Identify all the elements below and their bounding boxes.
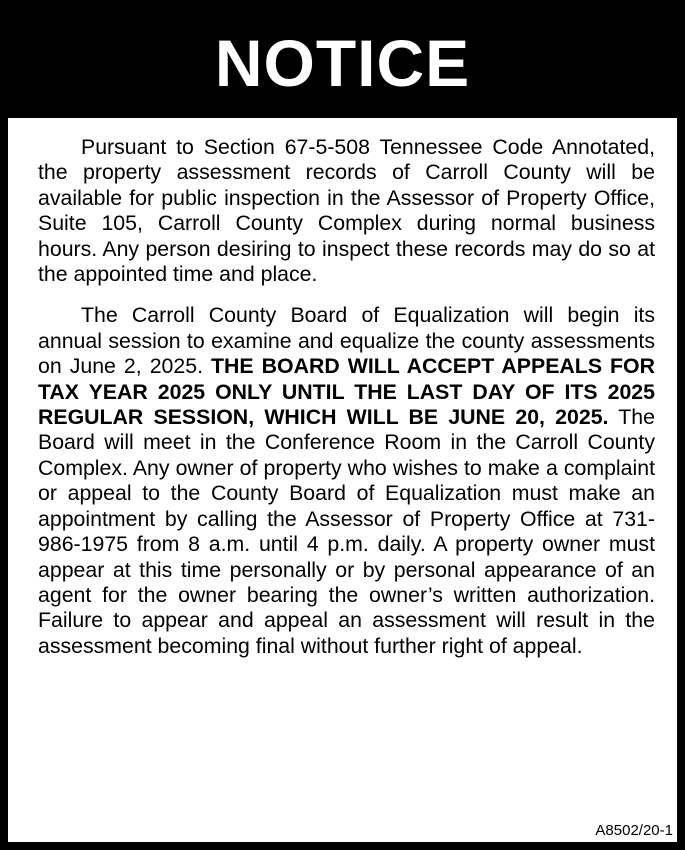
- notice-header: [8, 8, 677, 118]
- appeals-deadline-statement: THE BOARD WILL ACCEPT APPEALS FOR TAX YEAR 2025 ONLY UNTIL THE LAST DAY OF ITS 2025 REGULAR SESSION, WHICH WILL BE JUNE 20, 2025.: [38, 354, 655, 430]
- notice-body: [38, 135, 655, 659]
- paragraph-inspection-text: Pursuant to Section 67-5-508 Tennessee Code Annotated, the property assessment records of Carroll County will be available for public inspection in the Assessor of Property Office, Suite 105, Carroll County Complex during normal business hours. Any person desiring to inspect these records may do so at the appointed time and place.: [38, 135, 655, 287]
- paragraph-board-details: The Board will meet in the Conference Room in the Carroll County Complex. Any owner of property who wishes to make a complaint or appeal to the County Board of Equalization must make an appointment by calling the Assessor of Property Office at 731-986-1975 from 8 a.m. until 4 p.m. daily. A property owner must appear at this time personally or by personal appearance of an agent for the owner bearing the owner’s written authorization. Failure to appear and appeal an assessment will result in the assessment becoming final without further right of appeal.: [38, 405, 655, 658]
- paragraph-board-session: [38, 303, 655, 659]
- ad-code: A8502/20-1: [595, 822, 673, 839]
- paragraph-board-intro: The Carroll County Board of Equalization will begin its annual session to examine and equalize the county assessments on June 2, 2025.: [38, 303, 655, 379]
- notice-title: NOTICE: [214, 26, 471, 100]
- paragraph-inspection: [38, 135, 655, 287]
